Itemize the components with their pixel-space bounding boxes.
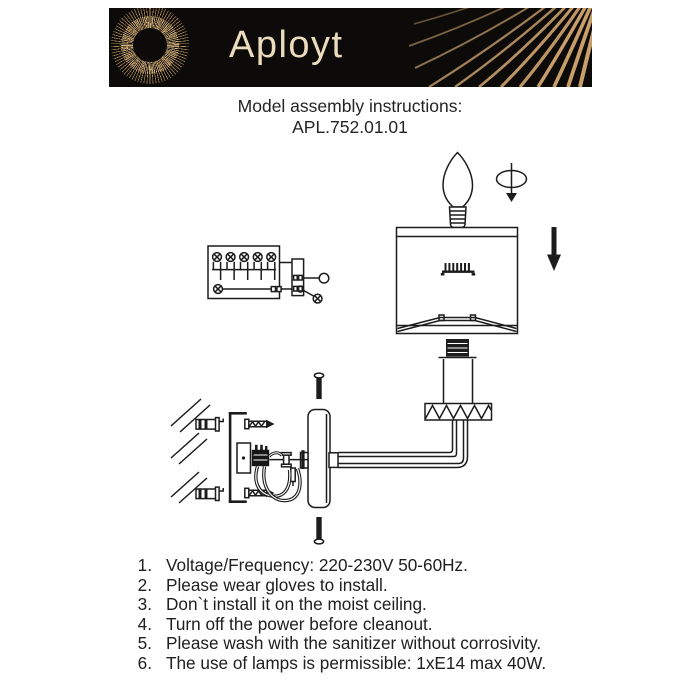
model-number: APL.752.01.01 <box>292 117 408 137</box>
list-item <box>0 576 700 596</box>
page-title: Model assembly instructions: <box>237 96 463 116</box>
list-item <box>0 654 700 674</box>
list-item <box>0 634 700 654</box>
list-item <box>0 556 700 576</box>
wall-hatching <box>171 399 210 503</box>
list-item-number: 2. <box>137 574 152 595</box>
list-item <box>0 595 700 615</box>
bracket-screw-top-icon <box>245 419 275 428</box>
socket-illustration <box>425 339 492 420</box>
list-item-number: 4. <box>137 613 152 634</box>
list-item-text: Voltage/Frequency: 220-230V 50-60Hz. <box>166 555 468 575</box>
down-arrow-icon <box>547 227 561 271</box>
terminal-block-diagram <box>208 246 329 303</box>
list-item-number: 5. <box>137 633 152 654</box>
list-item-text: Don`t install it on the moist ceiling. <box>166 594 427 615</box>
list-item-text: Please wash with the sanitizer without corrosivity. <box>166 633 542 654</box>
list-item-number: 6. <box>137 652 152 673</box>
mounting-screw-bottom-icon <box>314 517 323 544</box>
list-item-number: 1. <box>137 555 152 575</box>
list-item-text: Turn off the power before cleanout. <box>166 613 433 634</box>
list-item-text: The use of lamps is permissible: 1xE14 max 40W. <box>166 652 547 673</box>
instruction-list <box>0 556 700 674</box>
candle-bulb-illustration <box>443 153 473 228</box>
wall-anchor-bottom-icon <box>196 487 223 500</box>
list-item <box>0 615 700 635</box>
rotation-icon <box>497 163 527 202</box>
brand-logo-text: Aployt <box>229 24 344 66</box>
list-item-text: Please wear gloves to install. <box>166 574 388 595</box>
mounting-screw-top-icon <box>314 373 323 399</box>
wall-anchor-top-icon <box>196 418 223 431</box>
lampshade-illustration <box>397 228 518 334</box>
wire-terminal-illustration <box>252 445 269 466</box>
mount-plate-illustration <box>237 443 251 473</box>
wall-plate-illustration <box>301 410 331 508</box>
arm-illustration <box>329 420 468 468</box>
list-item-number: 3. <box>137 594 152 615</box>
